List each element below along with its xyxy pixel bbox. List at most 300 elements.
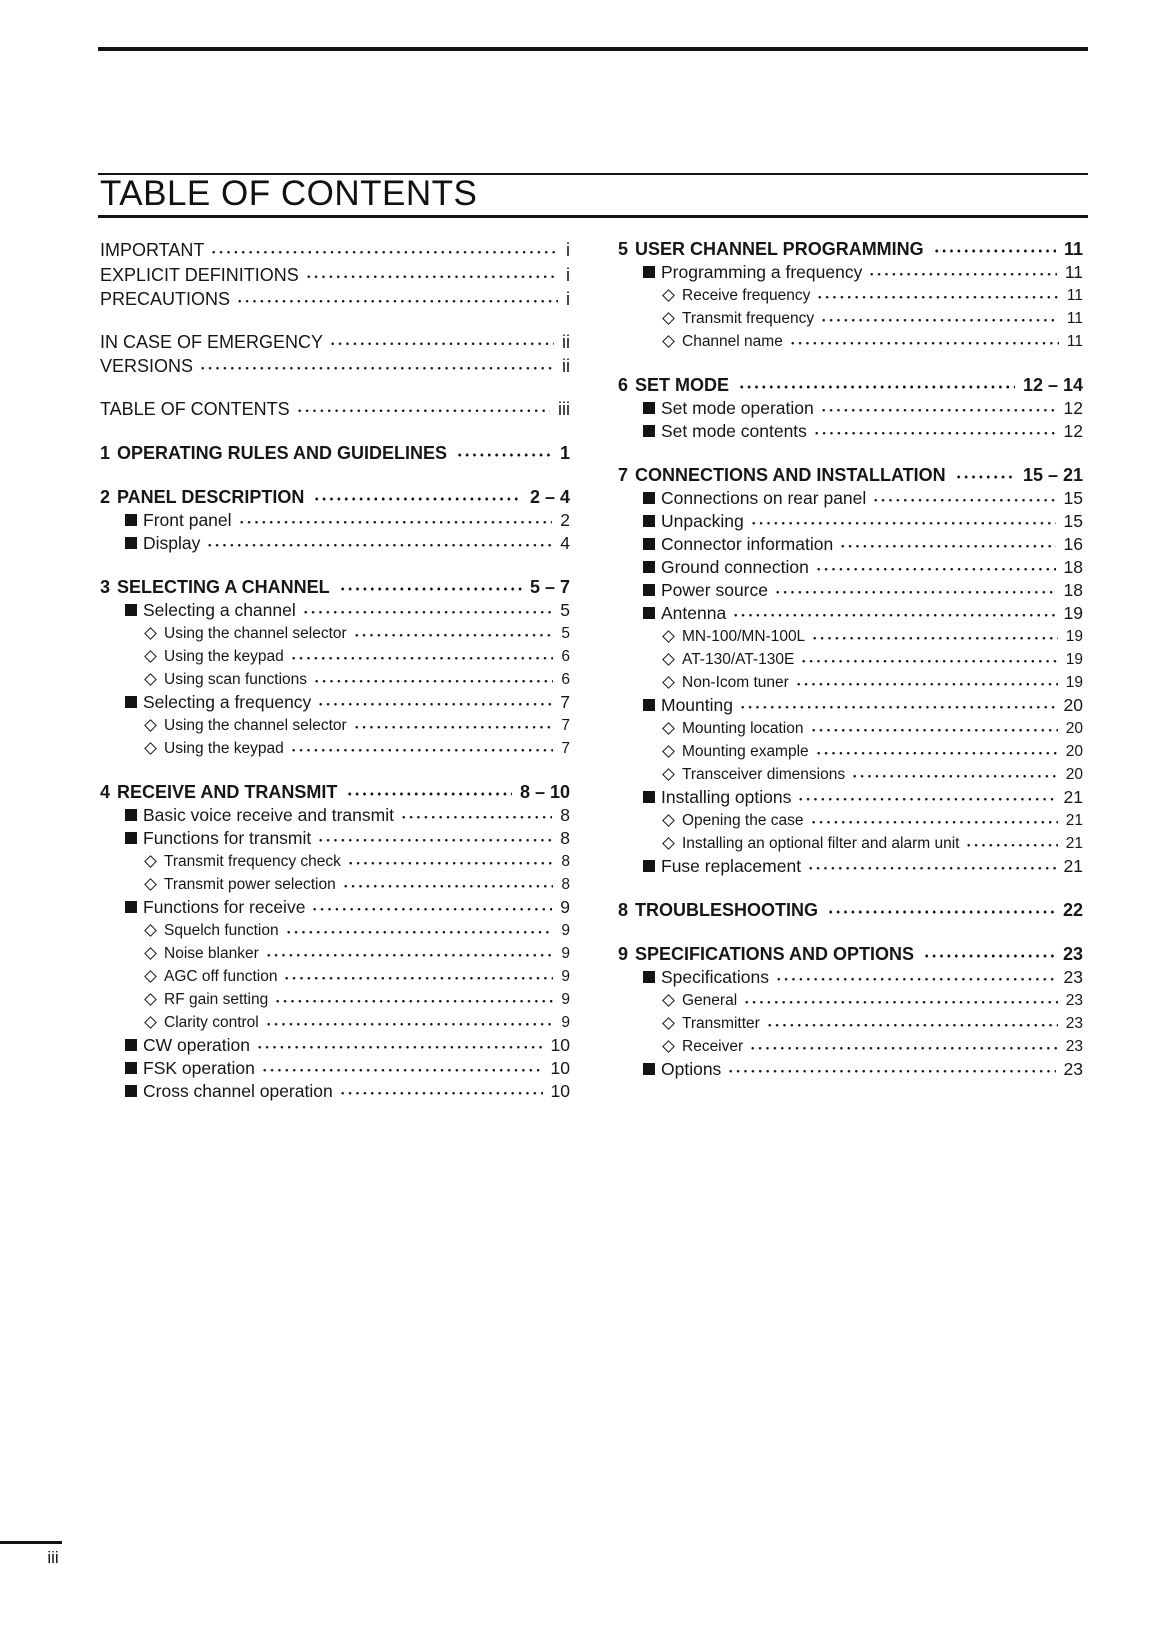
entry-page-number: 19 [1063, 603, 1083, 623]
open-diamond-icon [662, 768, 675, 781]
dot-leader [347, 850, 553, 873]
toc-entry [618, 671, 1083, 694]
header-rule-bottom [98, 215, 1088, 218]
entry-page-number: 19 [1065, 651, 1083, 668]
entry-page-number: 2 [560, 510, 570, 530]
filled-square-icon [643, 699, 655, 711]
toc-entry [618, 1035, 1083, 1058]
toc-entry [618, 307, 1083, 330]
dot-leader [339, 1080, 543, 1103]
dot-leader [317, 827, 552, 850]
filled-square-icon [643, 607, 655, 619]
toc-column-left [100, 238, 570, 1103]
entry-label: Display [143, 533, 201, 553]
entry-page-number: 9 [561, 991, 570, 1008]
dot-leader [238, 509, 553, 532]
entry-page-number: 5 [561, 625, 570, 642]
entry-label: OPERATING RULES AND GUIDELINES [117, 443, 448, 463]
entry-page-number: 7 [561, 740, 570, 757]
entry-page-number: 23 [1063, 1059, 1083, 1079]
toc-group [618, 899, 1083, 922]
entry-page-number: i [566, 240, 570, 260]
entry-label: Cross channel operation [143, 1081, 333, 1101]
dot-leader [313, 486, 522, 509]
entry-page-number: 18 [1063, 557, 1083, 577]
dot-leader [274, 988, 553, 1011]
dot-leader [820, 397, 1056, 420]
entry-label: Transmitter [682, 1015, 760, 1032]
toc-entry [100, 330, 570, 355]
toc-entry [618, 809, 1083, 832]
toc-entry [100, 781, 570, 804]
dot-leader [807, 855, 1055, 878]
dot-leader [923, 943, 1055, 966]
entry-page-number: 7 [560, 692, 570, 712]
entry-label: Transceiver dimensions [682, 766, 846, 783]
entry-label: Opening the case [682, 812, 804, 829]
entry-label: Functions for transmit [143, 828, 312, 848]
dot-leader [400, 804, 552, 827]
filled-square-icon [643, 584, 655, 596]
toc-entry [618, 510, 1083, 533]
filled-square-icon [125, 901, 137, 913]
dot-leader [827, 899, 1055, 922]
entry-label: Receive frequency [682, 287, 811, 304]
dot-leader [342, 873, 554, 896]
dot-leader [265, 942, 554, 965]
entry-page-number: 8 [560, 805, 570, 825]
toc-entry [618, 261, 1083, 284]
filled-square-icon [125, 1062, 137, 1074]
entry-page-number: ii [562, 356, 570, 376]
entry-page-number: 20 [1065, 766, 1083, 783]
filled-square-icon [125, 537, 137, 549]
open-diamond-icon [662, 994, 675, 1007]
entry-page-number: 15 [1063, 488, 1083, 508]
entry-page-number: 23 [1065, 992, 1083, 1009]
toc-entry [618, 556, 1083, 579]
toc-entry [100, 668, 570, 691]
entry-label: Ground connection [661, 557, 809, 577]
dot-leader [285, 919, 554, 942]
chapter-number: 3 [100, 577, 111, 597]
entry-label: Channel name [682, 333, 783, 350]
entry-label: Using the channel selector [164, 625, 347, 642]
toc-entry [618, 943, 1083, 966]
toc-entry [618, 374, 1083, 397]
dot-leader [797, 786, 1055, 809]
toc-entry [618, 763, 1083, 786]
dot-leader [290, 645, 554, 668]
entry-label: AT-130/AT-130E [682, 651, 795, 668]
entry-page-number: 9 [561, 945, 570, 962]
entry-label: Using scan functions [164, 671, 308, 688]
entry-label: CONNECTIONS AND INSTALLATION [635, 465, 946, 485]
toc-entry [100, 988, 570, 1011]
toc-entry [618, 397, 1083, 420]
dot-leader [815, 740, 1058, 763]
filled-square-icon [125, 1085, 137, 1097]
chapter-number: 5 [618, 239, 629, 259]
dot-leader [872, 487, 1055, 510]
entry-page-number: 9 [561, 922, 570, 939]
entry-label: Fuse replacement [661, 856, 802, 876]
open-diamond-icon [662, 312, 675, 325]
filled-square-icon [643, 402, 655, 414]
page-title: TABLE OF CONTENTS [100, 174, 478, 213]
entry-page-number: 1 [559, 443, 570, 463]
chapter-number: 7 [618, 465, 629, 485]
entry-page-number: 23 [1062, 944, 1083, 964]
entry-label: Mounting [661, 695, 733, 715]
entry-page-number: 11 [1066, 287, 1083, 304]
dot-leader [851, 763, 1058, 786]
open-diamond-icon [144, 627, 157, 640]
entry-label: MN-100/MN-100L [682, 628, 806, 645]
open-diamond-icon [662, 814, 675, 827]
dot-leader [210, 238, 558, 263]
entry-page-number: i [566, 289, 570, 309]
toc-entry [618, 740, 1083, 763]
toc-entry [100, 442, 570, 465]
open-diamond-icon [144, 742, 157, 755]
entry-page-number: ii [562, 331, 570, 352]
entry-label: TABLE OF CONTENTS [100, 398, 290, 419]
entry-page-number: 20 [1063, 695, 1083, 715]
entry-label: Options [661, 1059, 722, 1079]
entry-page-number: 9 [560, 897, 570, 917]
entry-page-number: iii [558, 398, 570, 419]
entry-page-number: 23 [1063, 967, 1083, 987]
open-diamond-icon [662, 1017, 675, 1030]
dot-leader [456, 442, 552, 465]
toc-group [100, 576, 570, 760]
toc-entry [100, 714, 570, 737]
open-diamond-icon [144, 650, 157, 663]
dot-leader [353, 622, 554, 645]
toc-entry [618, 966, 1083, 989]
entry-page-number: 21 [1063, 787, 1083, 807]
filled-square-icon [643, 791, 655, 803]
chapter-number: 4 [100, 782, 111, 802]
toc-entry [100, 645, 570, 668]
entry-page-number: 23 [1065, 1015, 1083, 1032]
dot-leader [353, 714, 554, 737]
entry-label: USER CHANNEL PROGRAMMING [635, 239, 924, 259]
entry-label: Connector information [661, 534, 834, 554]
entry-page-number: 2 – 4 [529, 487, 570, 507]
entry-label: Functions for receive [143, 897, 306, 917]
entry-label: Installing options [661, 787, 792, 807]
open-diamond-icon [144, 993, 157, 1006]
entry-page-number: 10 [550, 1081, 570, 1101]
entry-page-number: 5 [560, 600, 570, 620]
entry-label: PRECAUTIONS [100, 289, 231, 309]
entry-page-number: 22 [1062, 900, 1083, 920]
filled-square-icon [125, 696, 137, 708]
dot-leader [739, 694, 1056, 717]
toc-entry [618, 284, 1083, 307]
open-diamond-icon [662, 1040, 675, 1053]
entry-page-number: 11 [1064, 262, 1083, 282]
entry-label: RF gain setting [164, 991, 269, 1008]
entry-label: VERSIONS [100, 356, 194, 376]
dot-leader [296, 397, 550, 422]
filled-square-icon [643, 1063, 655, 1075]
toc-entry [618, 602, 1083, 625]
open-diamond-icon [662, 722, 675, 735]
chapter-number: 6 [618, 375, 629, 395]
toc-entry [100, 1011, 570, 1034]
entry-label: IMPORTANT [100, 240, 205, 260]
dot-leader [346, 781, 512, 804]
entry-page-number: 15 – 21 [1022, 465, 1083, 485]
open-diamond-icon [662, 745, 675, 758]
entry-page-number: 11 [1066, 310, 1083, 327]
entry-label: Transmit frequency [682, 310, 815, 327]
entry-label: Using the channel selector [164, 717, 347, 734]
toc-entry [100, 1034, 570, 1057]
toc-entry [618, 625, 1083, 648]
dot-leader [815, 556, 1056, 579]
open-diamond-icon [144, 924, 157, 937]
toc-entry [618, 899, 1083, 922]
toc-group [100, 238, 570, 312]
open-diamond-icon [144, 673, 157, 686]
dot-leader [727, 1058, 1055, 1081]
entry-page-number: 7 [561, 717, 570, 734]
entry-page-number: 19 [1065, 674, 1083, 691]
filled-square-icon [125, 1039, 137, 1051]
dot-leader [789, 330, 1059, 353]
toc-group [100, 330, 570, 379]
entry-label: Clarity control [164, 1014, 259, 1031]
dot-leader [810, 717, 1058, 740]
toc-entry [100, 827, 570, 850]
dot-leader [738, 374, 1015, 397]
dot-leader [261, 1057, 543, 1080]
entry-page-number: 9 [561, 1014, 570, 1031]
dot-leader [839, 533, 1055, 556]
dot-leader [811, 625, 1058, 648]
dot-leader [302, 599, 553, 622]
open-diamond-icon [144, 719, 157, 732]
entry-label: Receiver [682, 1038, 744, 1055]
entry-page-number: 21 [1065, 835, 1083, 852]
dot-leader [732, 602, 1055, 625]
footer-rule [0, 1541, 62, 1544]
filled-square-icon [643, 860, 655, 872]
entry-page-number: 16 [1063, 534, 1083, 554]
dot-leader [311, 896, 552, 919]
toc-entry [100, 576, 570, 599]
toc-entry [100, 354, 570, 379]
chapter-number: 2 [100, 487, 111, 507]
entry-label: Antenna [661, 603, 727, 623]
entry-page-number: 21 [1065, 812, 1083, 829]
entry-page-number: 12 – 14 [1022, 375, 1083, 395]
entry-page-number: 6 [561, 648, 570, 665]
toc-entry [618, 330, 1083, 353]
toc-entry [100, 397, 570, 422]
chapter-number: 1 [100, 443, 111, 463]
toc-group [618, 238, 1083, 353]
toc-entry [618, 989, 1083, 1012]
dot-leader [743, 989, 1058, 1012]
open-diamond-icon [662, 335, 675, 348]
entry-page-number: 10 [550, 1058, 570, 1078]
entry-page-number: 20 [1065, 720, 1083, 737]
entry-page-number: 8 [561, 876, 570, 893]
entry-label: Unpacking [661, 511, 744, 531]
table-of-contents-header [98, 173, 1088, 218]
toc-entry [100, 1057, 570, 1080]
dot-leader [236, 287, 558, 312]
dot-leader [199, 354, 554, 379]
entry-page-number: 9 [561, 968, 570, 985]
toc-entry [618, 717, 1083, 740]
filled-square-icon [643, 492, 655, 504]
toc-entry [100, 804, 570, 827]
dot-leader [810, 809, 1058, 832]
toc-group [618, 464, 1083, 878]
toc-group [100, 486, 570, 555]
chapter-number: 9 [618, 944, 629, 964]
toc-entry [618, 1058, 1083, 1081]
dot-leader [774, 579, 1056, 602]
toc-entry [618, 648, 1083, 671]
dot-leader [329, 330, 554, 355]
dot-leader [317, 691, 552, 714]
entry-page-number: 8 [561, 853, 570, 870]
entry-label: Noise blanker [164, 945, 259, 962]
toc-entry [618, 420, 1083, 443]
entry-label: Using the keypad [164, 740, 284, 757]
entry-page-number: 21 [1063, 856, 1083, 876]
dot-leader [795, 671, 1058, 694]
toc-entry [100, 919, 570, 942]
entry-page-number: 4 [560, 533, 570, 553]
toc-entry [100, 896, 570, 919]
filled-square-icon [643, 971, 655, 983]
filled-square-icon [643, 515, 655, 527]
filled-square-icon [643, 561, 655, 573]
entry-label: FSK operation [143, 1058, 255, 1078]
toc-entry [100, 691, 570, 714]
entry-label: IN CASE OF EMERGENCY [100, 331, 324, 352]
entry-label: RECEIVE AND TRANSMIT [117, 782, 338, 802]
entry-label: SET MODE [635, 375, 730, 395]
entry-label: SPECIFICATIONS AND OPTIONS [635, 944, 915, 964]
entry-label: CW operation [143, 1035, 250, 1055]
filled-square-icon [643, 266, 655, 278]
dot-leader [339, 576, 522, 599]
dot-leader [775, 966, 1056, 989]
entry-page-number: 12 [1063, 421, 1083, 441]
entry-label: SELECTING A CHANNEL [117, 577, 330, 597]
toc-entry [100, 509, 570, 532]
toc-group [100, 781, 570, 1103]
toc-group [618, 374, 1083, 443]
entry-label: Basic voice receive and transmit [143, 805, 394, 825]
entry-label: Squelch function [164, 922, 279, 939]
open-diamond-icon [662, 676, 675, 689]
toc-group [100, 442, 570, 465]
dot-leader [256, 1034, 543, 1057]
entry-page-number: 5 – 7 [529, 577, 570, 597]
entry-label: Transmit frequency check [164, 853, 341, 870]
toc-entry [100, 737, 570, 760]
open-diamond-icon [144, 878, 157, 891]
toc-entry [618, 1012, 1083, 1035]
entry-label: Specifications [661, 967, 769, 987]
dot-leader [933, 238, 1056, 261]
entry-label: EXPLICIT DEFINITIONS [100, 264, 299, 285]
entry-page-number: 23 [1065, 1038, 1083, 1055]
entry-page-number: 15 [1063, 511, 1083, 531]
dot-leader [206, 532, 552, 555]
toc-entry [100, 263, 570, 288]
entry-label: Selecting a frequency [143, 692, 312, 712]
toc-entry [618, 694, 1083, 717]
open-diamond-icon [662, 289, 675, 302]
page-top-rule [98, 47, 1088, 51]
toc-entry [100, 287, 570, 312]
entry-label: Transmit power selection [164, 876, 336, 893]
chapter-number: 8 [618, 900, 629, 920]
entry-label: Using the keypad [164, 648, 284, 665]
dot-leader [290, 737, 554, 760]
open-diamond-icon [144, 947, 157, 960]
entry-page-number: 11 [1063, 239, 1083, 259]
toc-entry [100, 599, 570, 622]
entry-label: Power source [661, 580, 768, 600]
dot-leader [868, 261, 1056, 284]
dot-leader [816, 284, 1059, 307]
filled-square-icon [125, 604, 137, 616]
dot-leader [283, 965, 553, 988]
dot-leader [265, 1011, 554, 1034]
open-diamond-icon [144, 855, 157, 868]
toc-entry [618, 487, 1083, 510]
entry-label: PANEL DESCRIPTION [117, 487, 305, 507]
open-diamond-icon [144, 1016, 157, 1029]
dot-leader [766, 1012, 1058, 1035]
open-diamond-icon [662, 630, 675, 643]
dot-leader [800, 648, 1057, 671]
toc-entry [100, 1080, 570, 1103]
entry-page-number: 19 [1065, 628, 1083, 645]
dot-leader [955, 464, 1015, 487]
entry-label: Programming a frequency [661, 262, 863, 282]
dot-leader [313, 668, 553, 691]
open-diamond-icon [662, 837, 675, 850]
toc-entry [100, 622, 570, 645]
dot-leader [749, 1035, 1058, 1058]
entry-page-number: 6 [561, 671, 570, 688]
toc-entry [100, 238, 570, 263]
dot-leader [820, 307, 1059, 330]
dot-leader [750, 510, 1056, 533]
toc-entry [100, 850, 570, 873]
entry-label: Non-Icom tuner [682, 674, 789, 691]
toc-column-right [618, 238, 1083, 1081]
entry-page-number: 12 [1063, 398, 1083, 418]
entry-label: Mounting example [682, 743, 809, 760]
dot-leader [305, 263, 558, 288]
entry-label: TROUBLESHOOTING [635, 900, 818, 920]
entry-label: Set mode contents [661, 421, 807, 441]
